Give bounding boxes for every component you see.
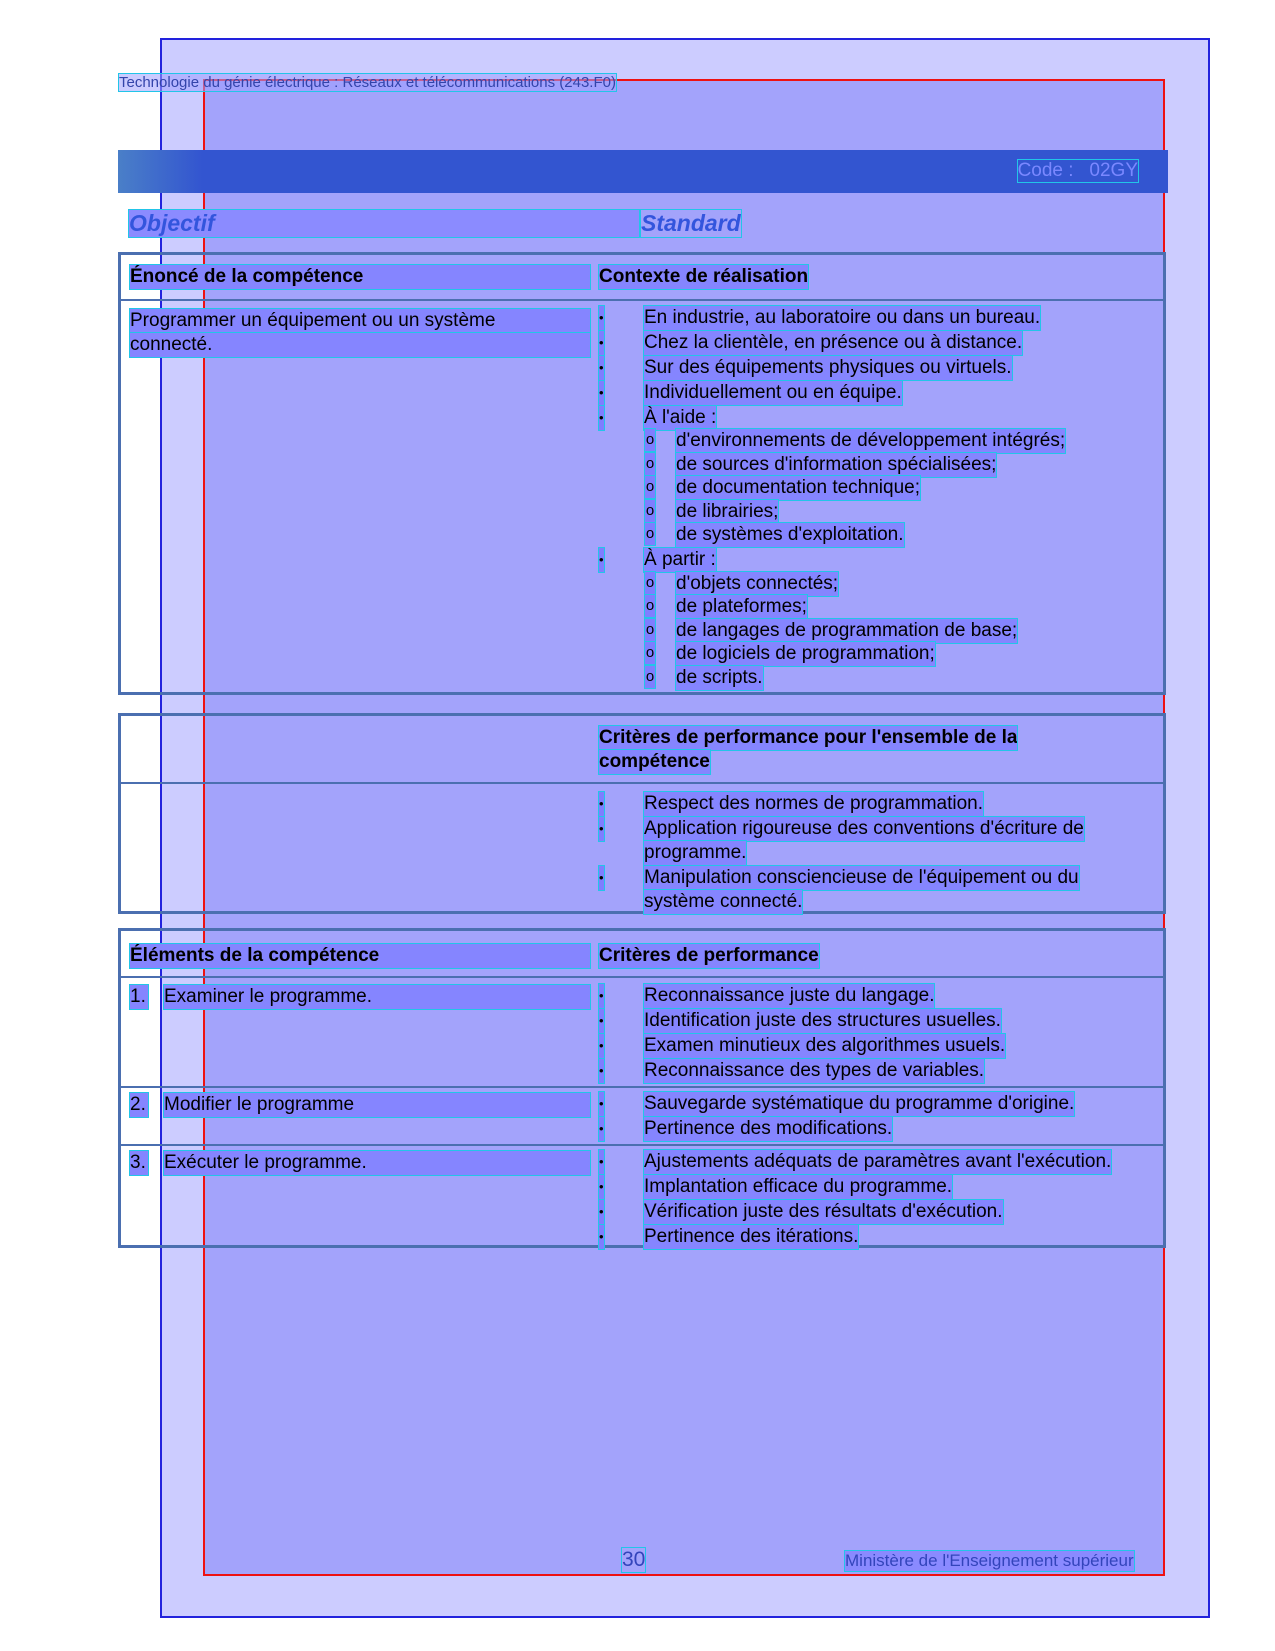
criteria-item: Sauvegarde systématique du programme d'origine.: [644, 1093, 1075, 1114]
statement-header: Énoncé de la compétence: [130, 265, 590, 289]
bullet-icon: •: [599, 1034, 604, 1058]
bullet-icon: •: [599, 406, 604, 430]
partir-label: À partir :: [644, 548, 716, 570]
aide-item: de librairies;: [676, 500, 779, 522]
element-label: Modifier le programme: [164, 1093, 590, 1117]
bullet-icon: •: [599, 548, 604, 572]
aide-item: de documentation technique;: [676, 477, 921, 498]
table-row-divider: [121, 1144, 1163, 1146]
overall-criteria-header-line-2: compétence: [599, 751, 710, 772]
table-row-divider: [121, 1086, 1163, 1088]
code-bar: [118, 150, 1168, 193]
bullet-icon: •: [599, 1150, 604, 1174]
bullet-icon: •: [599, 1117, 604, 1141]
partir-item: de logiciels de programmation;: [676, 643, 935, 664]
sub-bullet-icon: o: [645, 666, 655, 688]
bullet-icon: •: [599, 817, 604, 841]
overall-criteria-item: Manipulation consciencieuse de l'équipement ou du: [644, 867, 1079, 888]
elements-header: Éléments de la compétence: [130, 944, 590, 968]
overall-criteria-header-line-1: Critères de performance pour l'ensemble de la: [599, 727, 1018, 748]
overall-criteria-table: [118, 713, 1166, 914]
code-value: 02GY: [1089, 160, 1138, 181]
footer-ministry: Ministère de l'Enseignement supérieur: [845, 1551, 1134, 1570]
statement-line: connecté.: [130, 333, 590, 357]
element-number: 1.: [130, 985, 148, 1009]
running-head: Technologie du génie électrique : Réseaux et télécommunications (243.F0): [119, 74, 616, 91]
partir-item: de langages de programmation de base;: [676, 619, 1018, 641]
sub-bullet-icon: o: [645, 523, 655, 545]
sub-bullet-icon: o: [645, 453, 655, 475]
page-number: 30: [622, 1548, 646, 1571]
section-standard: Standard: [641, 210, 741, 236]
bullet-icon: •: [599, 331, 604, 355]
bullet-icon: •: [599, 792, 604, 816]
partir-item: de plateformes;: [676, 596, 807, 617]
bullet-icon: •: [599, 381, 604, 405]
criteria-item: Identification juste des structures usuelles.: [644, 1010, 1001, 1031]
bullet-icon: •: [599, 984, 604, 1008]
code-label-text: Code :: [1017, 160, 1074, 181]
bullet-icon: •: [599, 866, 604, 890]
sub-bullet-icon: o: [645, 476, 655, 498]
criteria-item: Reconnaissance juste du langage.: [644, 985, 935, 1006]
bullet-icon: •: [599, 356, 604, 380]
criteria-item: Examen minutieux des algorithmes usuels.: [644, 1035, 1006, 1056]
aide-item: d'environnements de développement intégrés;: [676, 430, 1066, 451]
context-item: Chez la clientèle, en présence ou à distance.: [644, 332, 1023, 353]
sub-bullet-icon: o: [645, 572, 655, 594]
sub-bullet-icon: o: [645, 500, 655, 522]
sub-bullet-icon: o: [645, 429, 655, 451]
criteria-item: Reconnaissance des types de variables.: [644, 1060, 985, 1081]
bullet-icon: •: [599, 1175, 604, 1199]
bullet-icon: •: [599, 1009, 604, 1033]
sub-bullet-icon: o: [645, 595, 655, 617]
bullet-icon: •: [599, 306, 604, 330]
aide-item: de sources d'information spécialisées;: [676, 453, 997, 475]
partir-item: de scripts.: [676, 666, 763, 688]
bullet-icon: •: [599, 1092, 604, 1116]
overall-criteria-item: système connecté.: [644, 891, 803, 912]
sub-bullet-icon: o: [645, 642, 655, 664]
bullet-icon: •: [599, 1059, 604, 1083]
element-number: 2.: [130, 1093, 148, 1117]
partir-item: d'objets connectés;: [676, 572, 839, 594]
context-item: Sur des équipements physiques ou virtuels.: [644, 357, 1012, 378]
bullet-icon: •: [599, 1225, 604, 1249]
aide-item: de systèmes d'exploitation.: [676, 524, 904, 545]
criteria-item: Vérification juste des résultats d'exécution.: [644, 1201, 1003, 1222]
criteria-item: Implantation efficace du programme.: [644, 1176, 953, 1197]
criteria-item: Ajustements adéquats de paramètres avant l'exécution.: [644, 1151, 1112, 1172]
context-item: À l'aide :: [644, 407, 717, 428]
context-item: Individuellement ou en équipe.: [644, 382, 902, 403]
competency-table: [118, 252, 1166, 695]
section-objective: Objectif: [129, 210, 639, 237]
overall-criteria-item: Respect des normes de programmation.: [644, 793, 983, 814]
bullet-icon: •: [599, 1200, 604, 1224]
element-label: Exécuter le programme.: [164, 1151, 590, 1175]
overall-criteria-item: Application rigoureuse des conventions d'écriture de: [644, 818, 1084, 839]
criteria-item: Pertinence des itérations.: [644, 1226, 859, 1247]
overall-criteria-item: programme.: [644, 842, 747, 863]
criteria-header: Critères de performance: [599, 945, 819, 966]
sub-bullet-icon: o: [645, 619, 655, 641]
statement-line: Programmer un équipement ou un système: [130, 309, 590, 333]
element-number: 3.: [130, 1151, 148, 1175]
criteria-item: Pertinence des modifications.: [644, 1118, 893, 1139]
context-header: Contexte de réalisation: [599, 266, 809, 287]
element-label: Examiner le programme.: [164, 985, 590, 1009]
context-item: En industrie, au laboratoire ou dans un bureau.: [644, 307, 1041, 328]
elements-table: [118, 928, 1166, 1248]
code-label: [1018, 160, 1138, 182]
